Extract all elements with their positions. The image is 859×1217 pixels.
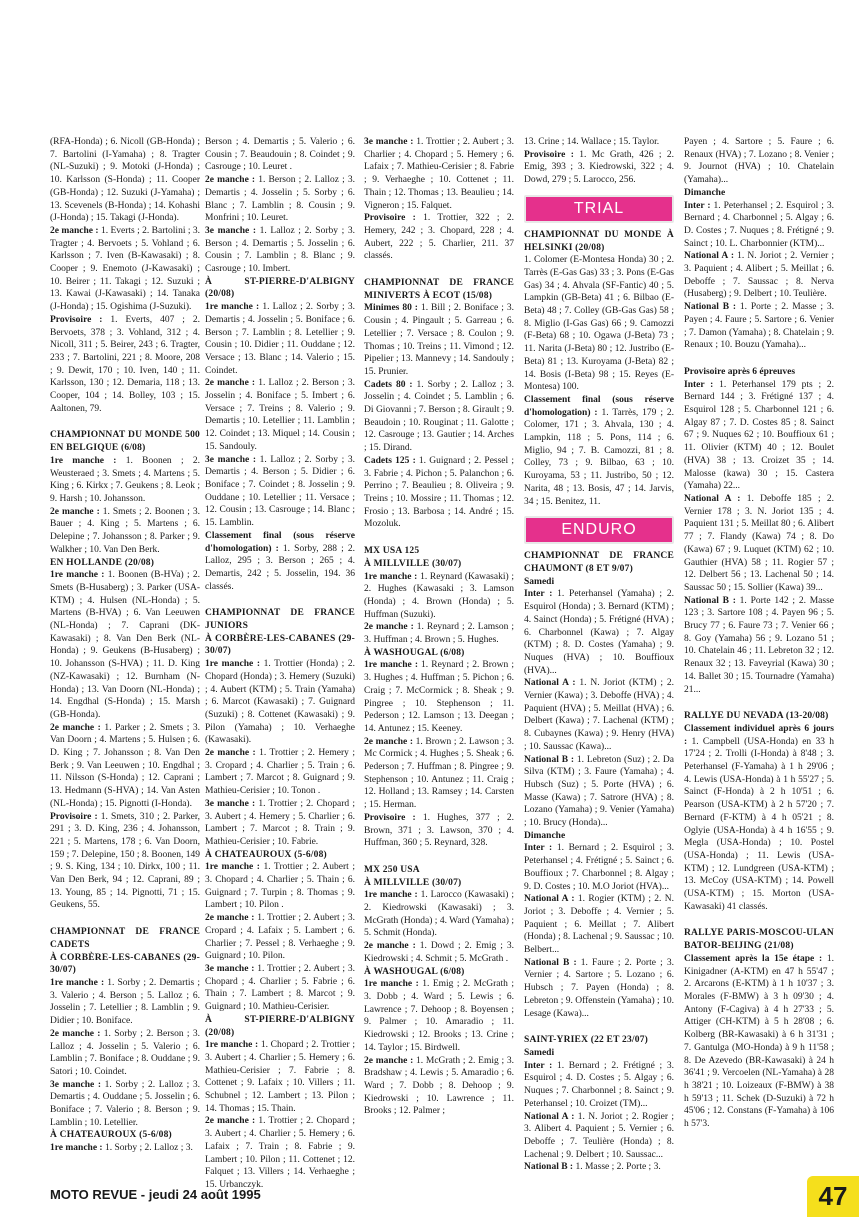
result-entry: Minimes 80 : 1. Bill ; 2. Boniface ; 3. Cousin ; 4. Pingault ; 5. Garreau ; 6. Letellier ; 7. Versace ; 8. Coulon ; 9. Thomas ; 10. Treins ; 11. Vimond ; 12. Pipelier ; 13. Mannevy ; 14. Sandouly ; 15. Prunier. bbox=[364, 303, 514, 377]
result-entry: 2e manche : 1. Dowd ; 2. Emig ; 3. Kiedrowski ; 4. Schmit ; 5. McGrath . bbox=[364, 941, 515, 964]
result-entry: Inter : 1. Peterhansel (Yamaha) ; 2. Esquirol (Honda) ; 3. Bernard (KTM) ; 4. Sainct (Honda) ; 5. Frétigné (HVA) ; 6. Charbonnel (Kawa) ; 7. Algay (KTM) ; 8. D. Costes (Yamaha) ; 9. Nuques (HVA) ; 10. Bouffioux (HVA)... bbox=[524, 589, 674, 676]
section-heading: MX USA 125 bbox=[364, 546, 420, 557]
trial-banner: TRIAL bbox=[524, 195, 674, 223]
section-heading: RALLYE DU NEVADA (13-20/08) bbox=[684, 711, 829, 722]
result-entry: 1re manche : 1. Trottier (Honda) ; 2. Chopard (Honda) ; 3. Hemery (Suzuki) ; 4. Aubert (KTM) ; 5. Train (Yamaha) ; 6. Marcot (Kawasaki) ; 7. Guignard (Suzuki) ; 8. Cottenet (Kawasaki) ; 9. Pilon (Yamaha) ; 10. Verhaeghe (Kawasaki). bbox=[205, 659, 355, 746]
result-entry: 1re manche : 1. Larocco (Kawasaki) ; 2. Kiedrowski (Kawasaki) ; 3. McGrath (Honda) ; 4. Ward (Yamaha) ; 5. Schmit (Honda). bbox=[364, 890, 514, 939]
day-heading: Dimanche bbox=[524, 830, 566, 841]
section-subheading: À ST-PIERRE-D'ALBIGNY (20/08) bbox=[205, 276, 355, 300]
result-entry: National B : 1. Porte ; 2. Masse ; 3. Payen ; 4. Faure ; 5. Sartore ; 6. Venier ; 7. Damon (Yamaha) ; 8. Chatelain ; 9. Renaux ; 10. Bouzu (Yamaha)... bbox=[684, 302, 834, 351]
text: Berson ; 4. Demartis ; 5. Valerio ; 6. Cousin ; 7. Beaudouin ; 8. Coindet ; 9. Casrouge ; 10. Leuret . bbox=[205, 137, 355, 173]
result-entry: 3e manche : 1. Trottier ; 2. Aubert ; 3. Chopard ; 4. Charlier ; 5. Fabrie ; 6. Thain ; 7. Lambert ; 8. Marcot ; 9. Guignard ; 10. Mathieu-Cerisier. bbox=[205, 964, 355, 1013]
result-entry: 3e manche : 1. Trottier ; 2. Chopard ; 3. Aubert ; 4. Hemery ; 5. Charlier ; 6. Lambert ; 7. Marcot ; 8. Train ; 9. Mathieu-Cerisier ; 10. Fabrie. bbox=[205, 798, 355, 847]
result-entry: National B : 1. Masse ; 2. Porte ; 3. bbox=[524, 1162, 661, 1173]
result-entry: Classement final (sous réserve d'homologation) : 1. Sorby, 288 ; 2. Lalloz, 295 ; 3. Berson ; 265 ; 4. Demartis, 242 ; 5. Josselin, 194. 36 classés. bbox=[205, 530, 355, 592]
result-entry: National B : 1. Porte 142 ; 2. Masse 123 ; 3. Sartore 108 ; 4. Payen 96 ; 5. Brucy 77 ; 6. Faure 73 ; 7. Venier 66 ; 8. Goy (Yamaha) 56 ; 9. Lozano 51 ; 10. Chatelain 46 ; 11. Lebreton 32 ; 12. Renaux 32 ; 13. Faveyrial (Kawa) 30 ; 14. Ballet 30 ; 15. Tournadre (Yamaha) 21... bbox=[684, 595, 834, 695]
section-subheading: À ST-PIERRE-D'ALBIGNY (20/08) bbox=[205, 1014, 355, 1038]
text: 1. Colomer (E-Montesa Honda) 30 ; 2. Tarrès (E-Gas Gas) 33 ; 3. Pons (E-Gas Gas) 34 ; 4. Ahvala (SF-Fantic) 40 ; 5. Lampkin (GB-Beta) 41 ; 6. Bilbao (E-Beta) 48 ; 7. Colley (GB-Gas Gas) 58 ; 8. Miglio (I-Gas Gas) 66 ; 9. Camozzi (F-Beta) 68 ; 10. Ogawa (J-Beta) 73 ; 11. Narita (J-Beta) 80 ; 12. Justribo (E-Beta) 81 ; 13. Kuroyama (J-Beta) 82 ; 14. Bosis (I-Beta) 98 ; 15. Reyes (E-Montesa) 100. bbox=[524, 255, 674, 393]
result-entry: 3e manche : 1. Lalloz ; 2. Sorby ; 3. Berson ; 4. Demartis ; 5. Josselin ; 6. Cousin ; 7. Lamblin ; 8. Blanc ; 9. Casrouge ; 10. Imbert. bbox=[205, 225, 356, 275]
result-entry: 1re manche : 1. Reynard ; 2. Brown ; 3. Hughes ; 4. Huffman ; 5. Pichon ; 6. Craig ; 7. McCormick ; 8. Sheak ; 9. Pingree ; 10. Stephenson ; 11. Pederson ; 12. Lamson ; 13. Deegan ; 14. Antunez ; 15. Keeney. bbox=[364, 660, 514, 734]
day-heading: Samedi bbox=[524, 1048, 555, 1058]
section-heading: CHAMPIONNAT DU MONDE 500 EN BELGIQUE (6/08) bbox=[50, 430, 200, 454]
result-entry: Classement après la 15e étape : 1. Kinigadner (A-KTM) en 47 h 55'47 ; 2. Arcarons (E-KTM) à 1 h 10'37 ; 3. Morales (F-BMW) à 3 h 09'30 ; 4. Antony (F-Cagiva) à 4 h 27'33 ; 5. Attiger (CH-KTM) à 5 h 28'08 ; 6. Kolberg (BR-Kawasaki) à 6 h 31'31 ; 7. Gantulga (MO-Honda) à 9 h 11'58 ; 8. De Azevedo (BR-Kawasaki) à 24 h 36'41 ; 9. Vercoelen (NL-Yamaha) à 28 h 38'21 ; 10. Loizeaux (F-BMW) à 38 h 59'13 ; 11. Schek (D-Suzuki) à 72 h 45'06 ; 12. Constans (F-Yamaha) à 106 h 57'3. bbox=[684, 953, 834, 1130]
result-entry: 2e manche : 1. Trottier ; 2. Aubert ; 3. Cropard ; 4. Lafaix ; 5. Lambert ; 6. Charlier ; 7. Pessel ; 8. Verhaeghe ; 9. Guignard ; 10. Pilon. bbox=[205, 913, 355, 962]
result-entry: Classement individuel après 6 jours : 1. Campbell (USA-Honda) en 33 h 17'24 ; 2. Trolli (I-Honda) à 8'48 ; 3. Peterhansel (F-Yamaha) à 1 h 29'06 ; 4. Lewis (USA-Honda) à 1 h 55'27 ; 5. Sainct (F-Honda) à 2 h 10'51 ; 6. Pearson (USA-KTM) à 2 h 57'20 ; 7. Bernard (F-KTM) à 4 h 05'21 ; 8. Oglyie (USA-Honda) à 4 h 16'55 ; 9. Megla (USA-Honda) ; 10. Postel (USA-Honda) ; 11. Lewis (USA-KTM) ; 12. Lundgreen (USA-KTM) ; 13. McCoy (USA-KTM) ; 14. Powell (USA-KTM) ; 15. Morton (USA-Kawasaki) 41 classés. bbox=[684, 723, 834, 912]
results-column-1 bbox=[50, 136, 200, 1176]
results-column-3 bbox=[364, 136, 514, 1176]
section-subheading: À CORBÈRE-LES-CABANES (29-30/07) bbox=[205, 633, 355, 657]
result-entry: 1re manche : 1. Boonen ; 2. Weusteraed ; 3. Smets ; 4. Martens ; 5. King ; 6. Kirkx ; 7. Geukens ; 8. Leok ; 9. Harsh ; 10. Johansson. bbox=[50, 455, 200, 504]
section-heading: CHAMPIONNAT DU MONDE À HELSINKI (20/08) bbox=[524, 229, 674, 253]
result-entry: Inter : 1. Bernard ; 2. Esquirol ; 3. Peterhansel ; 4. Frétigné ; 5. Sainct ; 6. Bouffioux ; 7. Charbonnel ; 8. Algay ; 9. D. Costes ; 10. M.O Joriot (HVA)... bbox=[524, 843, 674, 892]
section-heading: CHAMPIONNAT DE FRANCE MINIVERTS À ECOT (15/08) bbox=[364, 278, 514, 301]
result-entry: 2e manche : 1. Trottier ; 2. Hemery ; 3. Cropard ; 4. Charlier ; 5. Train ; 6. Lambert ; 7. Marcot ; 8. Guignard ; 9. Mathieu-Cerisier ; 10. Tonon . bbox=[205, 748, 355, 797]
result-entry: Inter : 1. Peterhansel ; 2. Esquirol ; 3. Bernard ; 4. Charbonnel ; 5. Algay ; 6. D. Costes ; 7. Nuques ; 8. Frétigné ; 9. Sainct ; 10. L. Charbonnier (KTM)... bbox=[684, 200, 834, 249]
day-heading: Dimanche bbox=[684, 187, 726, 198]
result-entry: 3e manche : 1. Sorby ; 2. Lalloz ; 3. Demartis ; 4. Ouddane ; 5. Josselin ; 6. Boniface ; 7. Valerio ; 8. Berson ; 9. Lamblin ; 10. Letellier. bbox=[50, 1079, 201, 1128]
footer-title: MOTO REVUE - jeudi 24 août 1995 bbox=[50, 1187, 261, 1202]
result-entry: Cadets 125 : 1. Guignard ; 2. Pessel ; 3. Fabrie ; 4. Pichon ; 5. Palanchon ; 6. Perrino ; 7. Beaulieu ; 8. Oliveira ; 9. Treins ; 10. Mossire ; 11. Thomas ; 12. Frosio ; 13. Barbosa ; 14. André ; 15. Mozoluk. bbox=[364, 455, 514, 530]
result-entry: 2e manche : 1. McGrath ; 2. Emig ; 3. Bradshaw ; 4. Lewis ; 5. Amaradio ; 6. Ward ; 7. Dobb ; 8. Dehoop ; 9. Kiedrowski ; 10. Lawrence ; 11. Brooks ; 12. Palmer ; bbox=[364, 1055, 514, 1117]
section-heading: RALLYE PARIS-MOSCOU-ULAN BATOR-BEIJING (21/08) bbox=[684, 928, 834, 952]
section-subheading: À WASHOUGAL (6/08) bbox=[364, 966, 465, 977]
result-entry: 3e manche : 1. Trottier ; 2. Aubert ; 3. Charlier ; 4. Chopard ; 5. Hemery ; 6. Lafaix ; 7. Mathieu-Cerisier ; 8. Fabrie ; 9. Verhaeghe ; 10. Cottenet ; 11. Thain ; 12. Thomas ; 13. Beaulieu ; 14. Vigneron ; 15. Falquet. bbox=[364, 137, 514, 211]
result-entry: Provisoire : 1. Mc Grath, 426 ; 2. Emig, 393 ; 3. Kiedrowski, 322 ; 4. Dowd, 279 ; 5. Larocco, 256. bbox=[524, 149, 675, 186]
result-entry: 1re manche : 1. Chopard ; 2. Trottier ; 3. Aubert ; 4. Charlier ; 5. Hemery ; 6. Mathieu-Cerisier ; 7. Fabrie ; 8. Cottenet ; 9. Lafaix ; 10. Villers ; 11. Schubnel ; 12. Lambert ; 13. Pilon ; 14. Thomas ; 15. Thain. bbox=[205, 1040, 355, 1114]
enduro-banner: ENDURO bbox=[524, 516, 674, 544]
result-entry: 2e manche : 1. Smets ; 2. Boonen ; 3. Bauer ; 4. King ; 5. Martens ; 6. Delepine ; 7. Johansson ; 8. Parker ; 9. Walkher ; 10. Van Den Berk. bbox=[50, 506, 201, 555]
text: 13. Crine ; 14. Wallace ; 15. Taylor. bbox=[524, 137, 660, 147]
section-heading: CHAMPIONNAT DE FRANCE CADETS bbox=[50, 927, 200, 950]
result-entry: 2e manche : 1. Parker ; 2. Smets ; 3. Van Doorn ; 4. Martens ; 5. Hulsen ; 6. D. King ; 7. Johansson ; 8. Van Den Berk ; 9. Van Leeuwen ; 10. Engdhal ; 11. Nilsson (S-Honda) ; 12. Caprani ; 13. Hedmann (S-HVA) ; 14. Van Asten (NL-Honda) ; 15. Pignotti (I-Honda). bbox=[50, 722, 200, 809]
section-subheading: À MILLVILLE (30/07) bbox=[364, 877, 462, 888]
day-heading: Samedi bbox=[524, 576, 555, 587]
result-entry: 1re manche : 1. Boonen (B-HVa) ; 2. Smets (B-Husaberg) ; 3. Parker (USA-KTM) ; 4. Hulsen (NL-Honda) ; 5. Martens (B-HVA) ; 6. Van Leeuwen (NL-Honda) ; 7. Caprani (DK-Kawasaki) ; 8. Van Den Berk (NL-Honda) ; 9. Geukens (B-Husaberg) ; 10. Johansson (S-HVA) ; 11. D. King (NZ-Kawasaki) ; 12. Burnham (N-Honda) ; 13. Van Doorn (NL-Honda) ; 14. Engdhal (S-Honda) ; 15. Marsh (GB-Honda). bbox=[50, 570, 201, 720]
section-heading: Provisoire après 6 épreuves bbox=[684, 366, 796, 377]
section-heading: EN HOLLANDE (20/08) bbox=[50, 557, 155, 568]
result-entry: 1re manche : 1. Reynard (Kawasaki) ; 2. Hughes (Kawasaki ; 3. Lamson (Honda) ; 4. Brown (Honda) ; 5. Huffman (Suzuki). bbox=[364, 571, 515, 620]
result-entry: 2e manche : 1. Sorby ; 2. Berson ; 3. Lalloz ; 4. Josselin ; 5. Valerio ; 6. Lamblin ; 7. Boniface ; 8. Ouddane ; 9. Satori ; 10. Coindet. bbox=[50, 1028, 201, 1077]
results-column-4 bbox=[524, 136, 674, 1176]
result-entry: National A : 1. Deboffe 185 ; 2. Vernier 178 ; 3. N. Joriot 135 ; 4. Paquient 131 ; 5. Meillat 80 ; 6. Alibert 77 ; 7. Flandy (Kawa) 74 ; 8. Do (Kawa) 67 ; 9. Luquet (KTM) 62 ; 10. Gauthier (HVA) 58 ; 11. Rogier 57 ; 12. Delbert 56 ; 13. Lachenal 50 ; 14. Saussac 50 ; 15. Sollier (Kawa) 39... bbox=[684, 493, 835, 593]
result-entry: Cadets 80 : 1. Sorby ; 2. Lalloz ; 3. Josselin ; 4. Coindet ; 5. Lamblin ; 6. Di Giovanni ; 7. Berson ; 8. Girault ; 9. Beaudoin ; 10. Rouginat ; 11. Galotte ; 12. Casrouge ; 13. Gautier ; 14. Arches ; 15. Dirand. bbox=[364, 379, 514, 454]
result-entry: 1re manche : 1. Sorby ; 2. Demartis ; 3. Valerio ; 4. Berson ; 5. Lalloz ; 6. Josselin ; 7. Letellier ; 8. Lamblin ; 9. Didier ; 10. Boniface. bbox=[50, 978, 200, 1027]
result-entry: Classement final (sous réserve d'homologation) : 1. Tarrès, 179 ; 2. Colomer, 171 ; 3. Ahvala, 130 ; 4. Lampkin, 118 ; 5. Pons, 114 ; 6. Miglio, 94 ; 7. B. Camozzi, 81 ; 8. Colley, 73 ; 9. Bilbao, 63 ; 10. Kuroyama, 53 ; 11. Justribo, 50 ; 12. Narita, 48 ; 13. Bosis, 47 ; 14. Jarvis, 34 ; 15. Benitez, 11. bbox=[524, 394, 674, 507]
section-heading: CHAMPIONNAT DE FRANCE JUNIORS bbox=[205, 608, 355, 632]
result-entry: 2e manche : 1. Lalloz ; 2. Berson ; 3. Josselin ; 4. Boniface ; 5. Imbert ; 6. Versace ; 7. Treins ; 8. Valerio ; 9. Demartis ; 10. Letellier ; 11. Lamblin ; 12. Coindet ; 13. Miquel ; 14. Cousin ; 15. Sandouly. bbox=[205, 378, 355, 452]
section-subheading: À WASHOUGAL (6/08) bbox=[364, 647, 465, 658]
section-heading: MX 250 USA bbox=[364, 864, 420, 875]
result-entry: Provisoire : 1. Hughes, 377 ; 2. Brown, 371 ; 3. Lawson, 370 ; 4. Huffman, 360 ; 5. Reynard, 328. bbox=[364, 812, 515, 849]
section-subheading: À CHATEAUROUX (5-6/08) bbox=[50, 1130, 172, 1141]
result-entry: 1re manche : 1. Lalloz ; 2. Sorby ; 3. Demartis ; 4. Josselin ; 5. Boniface ; 6. Berson ; 7. Lamblin ; 8. Letellier ; 9. Cousin ; 10. Didier ; 11. Ouddane ; 12. Versace ; 13. Blanc ; 14. Valerio ; 15. Coindet. bbox=[205, 302, 355, 376]
result-entry: National A : 1. N. Joriot ; 2. Rogier ; 3. Alibert 4. Paquient ; 5. Vernier ; 6. Deboffe ; 7. Teulière (Honda) ; 8. Lachenal ; 9. Delbert ; 10. Saussac... bbox=[524, 1111, 675, 1160]
text: (RFA-Honda) ; 6. Nicoll (GB-Honda) ; 7. Bartolini (I-Yamaha) ; 8. Tragter (NL-Suzuki) ; 9. Motoki (J-Honda) ; 10. Karlsson (S-Honda) ; 11. Cooper (GB-Honda) ; 12. Suzuki (J-Yamaha) ; 13. Scevenels (B-Honda) ; 14. Kohashi (J-Honda) ; 15. Takagi (J-Honda). bbox=[50, 137, 200, 224]
result-entry: National A : 1. N. Joriot ; 2. Vernier ; 3. Paquient ; 4. Alibert ; 5. Meillat ; 6. Deboffe ; 7. Saussac ; 8. Nerva (Husaberg) ; 9. Delbert ; 10. Teulière. bbox=[684, 251, 834, 300]
result-entry: 1re manche : 1. Emig ; 2. McGrath ; 3. Dobb ; 4. Ward ; 5. Lewis ; 6. Lawrence ; 7. Dehoop ; 8. Boyensen ; 9. Palmer ; 10. Amaradio ; 11. Kiedrowski ; 12. Brooks ; 13. Crine ; 14. Taylor ; 15. Birdwell. bbox=[364, 979, 514, 1053]
result-entry: Inter : 1. Peterhansel 179 pts ; 2. Bernard 144 ; 3. Frétigné 137 ; 4. Esquirol 128 ; 5. Charbonnel 121 ; 6. Algay 87 ; 7. D. Costes 85 ; 8. Sainct 67 ; 9. Nuques 62 ; 10. Bouffioux 61 ; 11. Olivier (KTM) 40 ; 12. Boulet (HVA) 38 ; 13. Croizet 35 ; 14. Malosse (kawa) 30 ; 15. Castera (Yamaha) 22... bbox=[684, 379, 834, 492]
results-column-2 bbox=[205, 136, 356, 1190]
result-entry: Provisoire : 1. Smets, 310 ; 2. Parker, 291 ; 3. D. King, 236 ; 4. Johansson, 221 ; 5. Martens, 178 ; 6. Van Doorn, 159 ; 7. Delepine, 150 ; 8. Boonen, 149 ; 9. S. King, 134 ; 10. Dirkx, 100 ; 11. Van Den Berk, 94 ; 12. Caprani, 89 ; 13. Young, 85 ; 14. Pignotti, 71 ; 15. Geukens, 55. bbox=[50, 811, 200, 911]
result-entry: 2e manche : 1. Reynard ; 2. Lamson ; 3. Huffman ; 4. Brown ; 5. Hughes. bbox=[364, 622, 514, 646]
text: Payen ; 4. Sartore ; 5. Faure ; 6. Renaux (HVA) ; 7. Lozano ; 8. Venier ; 9. Journot (HVA) ; 10. Chatelain (Yamaha)... bbox=[684, 137, 834, 186]
section-heading: CHAMPIONNAT DE FRANCE CHAUMONT (8 ET 9/07) bbox=[524, 551, 674, 574]
result-entry: 2e manche : 1. Berson ; 2. Lalloz ; 3. Demartis ; 4. Josselin ; 5. Sorby ; 6. Blanc ; 7. Lamblin ; 8. Cousin ; 9. Monfrini ; 10. Leuret. bbox=[205, 175, 355, 224]
result-entry: Provisoire : 1. Trottier, 322 ; 2. Hemery, 242 ; 3. Chopard, 228 ; 4. Aubert, 222 ; 5. Charlier, 211. 37 classés. bbox=[364, 213, 514, 262]
result-entry: Provisoire : 1. Everts, 407 ; 2. Bervoets, 378 ; 3. Vohland, 312 ; 4. Nicoll, 311 ; 5. Beirer, 243 ; 6. Tragter, 233 ; 7. Bartolini, 221 ; 8. Moore, 208 ; 9. Dewit, 170 ; 10. Iven, 140 ; 11. Karlsson, 130 ; 12. Demaria, 118 ; 13. Cooper, 104 ; 14. Bolley, 103 ; 15. Aaltonen, 79. bbox=[50, 314, 200, 414]
results-column-5 bbox=[684, 136, 834, 1176]
result-entry: 2e manche : 1. Trottier ; 2. Chopard ; 3. Aubert ; 4. Charlier ; 5. Hemery ; 6. Lafaix ; 7. Train ; 8. Fabrie ; 9. Lambert ; 10. Pilon ; 11. Cottenet ; 12. Falquet ; 13. Villers ; 14. Verhaeghe ; 15. Urbanczyk. bbox=[205, 1116, 355, 1190]
result-entry: National A : 1. N. Joriot (KTM) ; 2. Vernier (Kawa) ; 3. Deboffe (HVA) ; 4. Paquient (HVA) ; 5. Meillat (HVA) ; 6. Delbert (Kawa) ; 7. Lachenal (KTM) ; 8. Cubaynes (Kawa) ; 9. Henry (HVA) ; 10. Saussac (Kawa)... bbox=[524, 678, 675, 752]
section-subheading: À CHATEAUROUX (5-6/08) bbox=[205, 849, 327, 860]
result-entry: National B : 1. Lebreton (Suz) ; 2. Da Silva (KTM) ; 3. Faure (Yamaha) ; 4. Hubsch (Suz) ; 5. Porte (HVA) ; 6. Masse (Kawa) ; 7. Satrore (HVA) ; 8. Lozano (Yamaha) ; 9. Venier (Yamaha) ; 10. Brucy (Honda)... bbox=[524, 754, 674, 829]
page-number: 47 bbox=[807, 1176, 859, 1217]
result-entry: Inter : 1. Bernard ; 2. Frétigné ; 3. Esquirol ; 4. D. Costes ; 5. Algay ; 6. Nuques ; 7. Charbonnel ; 8. Sainct ; 9. Peterhansel ; 10. Croizet (TM)... bbox=[524, 1060, 674, 1109]
result-entry: 2e manche : 1. Everts ; 2. Bartolini ; 3. Tragter ; 4. Bervoets ; 5. Vohland ; 6. Karlsson ; 7. Iven (B-Kawasaki) ; 8. Cooper ; 9. Enemoto (J-Kawasaki) ; 10. Beirer ; 11. Takagi ; 12. Suzuki ; 13. Kawai (J-Kawasaki) ; 14. Tanaka (J-Honda) ; 15. Ogishima (J-Suzuki). bbox=[50, 225, 200, 313]
result-entry: National A : 1. Rogier (KTM) ; 2. N. Joriot ; 3. Deboffe ; 4. Vernier ; 5. Paquient ; 6. Meillat ; 7. Alibert (Honda) ; 8. Lachenal ; 9. Saussac ; 10. Belbert... bbox=[524, 894, 675, 956]
result-entry: 1re manche : 1. Sorby ; 2. Lalloz ; 3. bbox=[50, 1143, 193, 1154]
section-subheading: À CORBÈRE-LES-CABANES (29-30/07) bbox=[50, 952, 200, 976]
result-entry: 3e manche : 1. Lalloz ; 2. Sorby ; 3. Demartis ; 4. Berson ; 5. Didier ; 6. Boniface ; 7. Coindet ; 8. Josselin ; 9. Ouddane ; 10. Letellier ; 11. Versace ; 12. Cousin ; 13. Casrouge ; 14. Blanc ; 15. Lamblin. bbox=[205, 454, 356, 529]
result-entry: National B : 1. Faure ; 2. Porte ; 3. Vernier ; 4. Sartore ; 5. Lozano ; 6. Hubsch ; 7. Payen (Honda) ; 8. Lebreton ; 9. Offenstein (Yamaha) ; 10. Lesage (Kawa)... bbox=[524, 957, 674, 1019]
result-entry: 2e manche : 1. Brown ; 2. Lawson ; 3. Mc Cormick ; 4. Hughes ; 5. Sheak ; 6. Pederson ; 7. Huffman ; 8. Pingree ; 9. Stephenson ; 10. Antunez ; 11. Craig ; 12. Holland ; 13. Ramsey ; 14. Carsten ; 15. Herman. bbox=[364, 736, 515, 811]
section-heading: SAINT-YRIEX (22 ET 23/07) bbox=[524, 1035, 649, 1046]
section-subheading: À MILLVILLE (30/07) bbox=[364, 558, 462, 569]
result-entry: 1re manche : 1. Trottier ; 2. Aubert ; 3. Chopard ; 4. Charlier ; 5. Thain ; 6. Guignard ; 7. Turpin ; 8. Thomas ; 9. Lambert ; 10. Pilon . bbox=[205, 862, 355, 911]
